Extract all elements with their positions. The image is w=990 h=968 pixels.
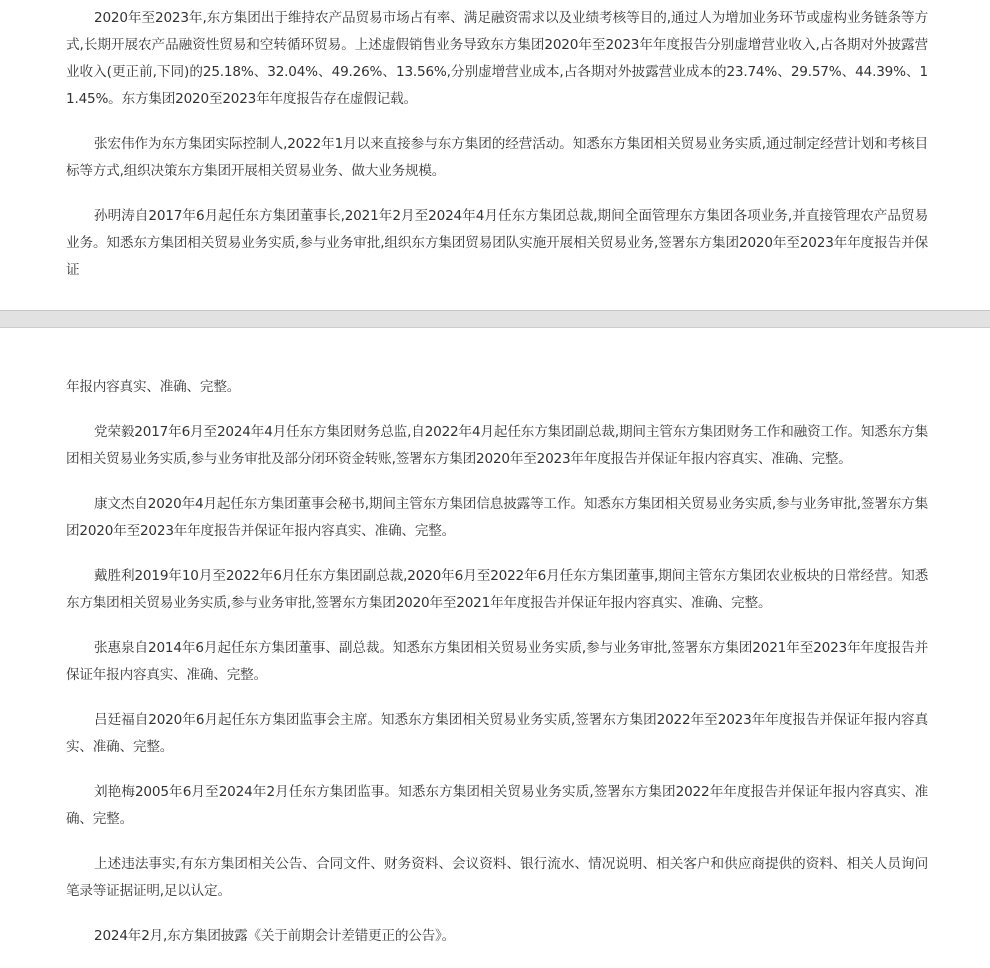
page-content	[66, 374, 928, 968]
paragraph-correction-announcement: 2024年2月,东方集团披露《关于前期会计差错更正的公告》。	[94, 928, 456, 944]
page-break-separator	[0, 310, 990, 328]
paragraph-kang-wenjie: 康文杰自2020年4月起任东方集团董事会秘书,期间主管东方集团信息披露等工作。知悉东方集团相关贸易业务实质,参与业务审批,签署东方集团2020年至2023年年度报告并保证年报内容真实、准确、完整。	[66, 496, 928, 539]
paragraph-liu-yanmei: 刘艳梅2005年6月至2024年2月任东方集团监事。知悉东方集团相关贸易业务实质,签署东方集团2022年年度报告并保证年报内容真实、准确、完整。	[66, 784, 928, 827]
paragraph-sun-mingtao: 孙明涛自2017年6月起任东方集团董事长,2021年2月至2024年4月任东方集团总裁,期间全面管理东方集团各项业务,并直接管理农产品贸易业务。知悉东方集团相关贸易业务实质,参与业务审批,组织东方集团贸易团队实施开展相关贸易业务,签署东方集团2020年至2023年年度报告并保证	[66, 208, 928, 278]
paragraph-zhang-huiquan: 张惠泉自2014年6月起任东方集团董事、副总裁。知悉东方集团相关贸易业务实质,参与业务审批,签署东方集团2021年至2023年年度报告并保证年报内容真实、准确、完整。	[66, 640, 928, 683]
paragraph-dang-rongyi: 党荣毅2017年6月至2024年4月任东方集团财务总监,自2022年4月起任东方集团副总裁,期间主管东方集团财务工作和融资工作。知悉东方集团相关贸易业务实质,参与业务审批及部分闭环资金转账,签署东方集团2020年至2023年年度报告并保证年报内容真实、准确、完整。	[66, 424, 928, 467]
page-content	[66, 5, 928, 302]
paragraph-zhang-hongwei: 张宏伟作为东方集团实际控制人,2022年1月以来直接参与东方集团的经营活动。知悉东方集团相关贸易业务实质,通过制定经营计划和考核目标等方式,组织决策东方集团开展相关贸易业务、做大业务规模。	[66, 136, 928, 179]
document-page-1	[0, 0, 990, 310]
paragraph-fraud-summary: 2020年至2023年,东方集团出于维持农产品贸易市场占有率、满足融资需求以及业绩考核等目的,通过人为增加业务环节或虚构业务链条等方式,长期开展农产品融资性贸易和空转循环贸易。上述虚假销售业务导致东方集团2020年至2023年年度报告分别虚增营业收入,占各期对外披露营业收入(更正前,下同)的25.18%、32.04%、49.26%、13.56%,分别虚增营业成本,占各期对外披露营业成本的23.74%、29.57%、44.39%、11.45%。东方集团2020至2023年年度报告存在虚假记载。	[66, 10, 928, 107]
paragraph-evidence: 上述违法事实,有东方集团相关公告、合同文件、财务资料、会议资料、银行流水、情况说明、相关客户和供应商提供的资料、相关人员询问笔录等证据证明,足以认定。	[66, 856, 928, 899]
paragraph-dai-shengli: 戴胜利2019年10月至2022年6月任东方集团副总裁,2020年6月至2022年6月任东方集团董事,期间主管东方集团农业板块的日常经营。知悉东方集团相关贸易业务实质,参与业务审批,签署东方集团2020年至2021年年度报告并保证年报内容真实、准确、完整。	[66, 568, 928, 611]
paragraph-continuation: 年报内容真实、准确、完整。	[66, 379, 241, 395]
paragraph-lv-tingfu: 吕廷福自2020年6月起任东方集团监事会主席。知悉东方集团相关贸易业务实质,签署东方集团2022年至2023年年度报告并保证年报内容真实、准确、完整。	[66, 712, 928, 755]
document-page-2	[0, 328, 990, 944]
